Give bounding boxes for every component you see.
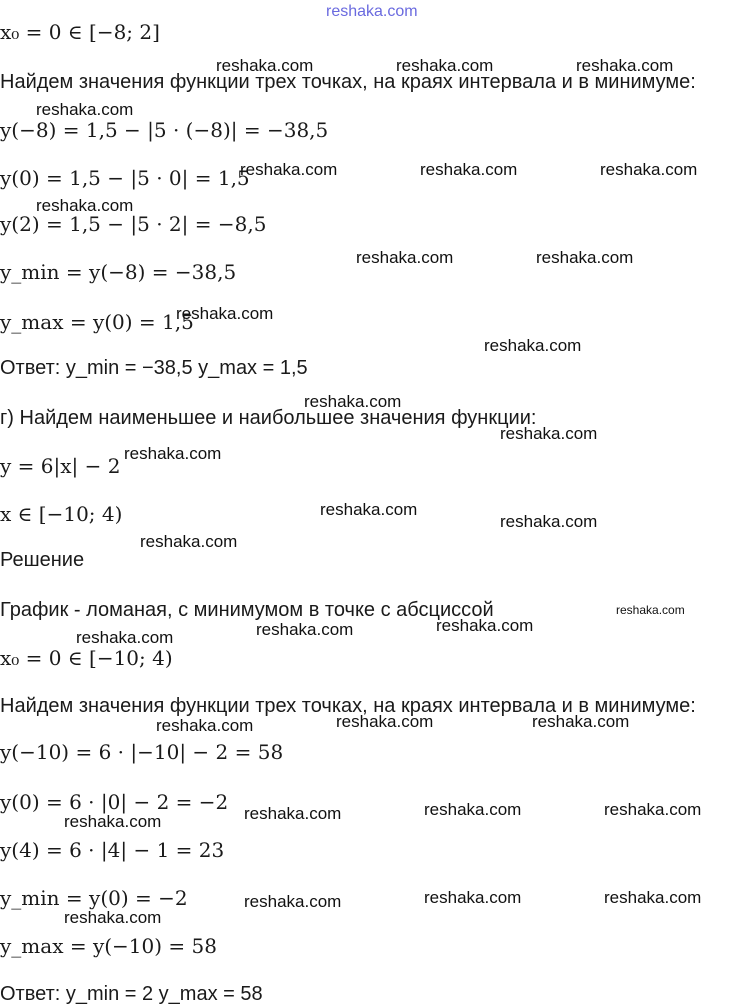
watermark: reshaka.com <box>484 336 582 355</box>
watermark: reshaka.com <box>240 160 338 179</box>
line-part-g-heading: г) Найдем наименьшее и наибольшее значения функции: <box>0 407 537 429</box>
line-solution-label: Решение <box>0 549 85 571</box>
watermark: reshaka.com <box>76 628 174 647</box>
watermark: reshaka.com <box>36 196 134 215</box>
watermark: reshaka.com <box>424 888 522 907</box>
watermark: reshaka.com <box>424 800 522 819</box>
line-x0-second: x₀ = 0 ∈ [−10; 4) <box>0 646 173 670</box>
line-ymin-second: y_min = y(0) = −2 <box>0 886 188 910</box>
watermark: reshaka.com <box>244 804 342 823</box>
line-graph-description: График - ломаная, с минимумом в точке с абсциссой <box>0 599 494 621</box>
line-y-minus8: y(−8) = 1,5 − |5 · (−8)| = −38,5 <box>0 118 329 142</box>
watermark: reshaka.com <box>576 56 674 75</box>
watermark: reshaka.com <box>176 304 274 323</box>
watermark: reshaka.com <box>536 248 634 267</box>
watermark: reshaka.com <box>140 532 238 551</box>
watermark: reshaka.com <box>356 248 454 267</box>
line-y-4: y(4) = 6 · |4| − 1 = 23 <box>0 838 225 862</box>
watermark: reshaka.com <box>420 160 518 179</box>
line-ymin-first: y_min = y(−8) = −38,5 <box>0 260 237 284</box>
line-domain: x ∈ [−10; 4) <box>0 502 123 526</box>
watermark: reshaka.com <box>64 908 162 927</box>
line-answer-second: Ответ: y_min = 2 y_max = 58 <box>0 983 263 1005</box>
watermark: reshaka.com <box>124 444 222 463</box>
line-ymax-first: y_max = y(0) = 1,5 <box>0 310 194 334</box>
watermark: reshaka.com <box>604 888 702 907</box>
watermark: reshaka.com <box>244 892 342 911</box>
watermark: reshaka.com <box>304 392 402 411</box>
line-heading-values-2: Найдем значения функции трех точках, на краях интервала и в минимуме: <box>0 695 696 717</box>
watermark: reshaka.com <box>156 716 254 735</box>
watermark: reshaka.com <box>500 512 598 531</box>
watermark: reshaka.com <box>600 160 698 179</box>
line-y-2: y(2) = 1,5 − |5 · 2| = −8,5 <box>0 212 267 236</box>
line-y-minus10: y(−10) = 6 · |−10| − 2 = 58 <box>0 740 284 764</box>
watermark: reshaka.com <box>500 424 598 443</box>
watermark: reshaka.com <box>436 616 534 635</box>
line-function-def: y = 6|x| − 2 <box>0 454 121 478</box>
line-x0-first: x₀ = 0 ∈ [−8; 2] <box>0 20 160 44</box>
watermark: reshaka.com <box>36 100 134 119</box>
site-watermark: reshaka.com <box>326 3 418 20</box>
watermark: reshaka.com <box>64 812 162 831</box>
watermark: reshaka.com <box>216 56 314 75</box>
watermark: reshaka.com <box>396 56 494 75</box>
line-heading-values-1: Найдем значения функции трех точках, на краях интервала и в минимуме: <box>0 71 696 93</box>
watermark: reshaka.com <box>532 712 630 731</box>
watermark: reshaka.com <box>256 620 354 639</box>
watermark: reshaka.com <box>320 500 418 519</box>
line-answer-first: Ответ: y_min = −38,5 y_max = 1,5 <box>0 357 308 379</box>
watermark: reshaka.com <box>604 800 702 819</box>
line-y-0-second: y(0) = 6 · |0| − 2 = −2 <box>0 790 229 814</box>
watermark: reshaka.com <box>336 712 434 731</box>
line-y-0-first: y(0) = 1,5 − |5 · 0| = 1,5 <box>0 166 250 190</box>
line-ymax-second: y_max = y(−10) = 58 <box>0 934 217 958</box>
watermark: reshaka.com <box>616 603 685 617</box>
